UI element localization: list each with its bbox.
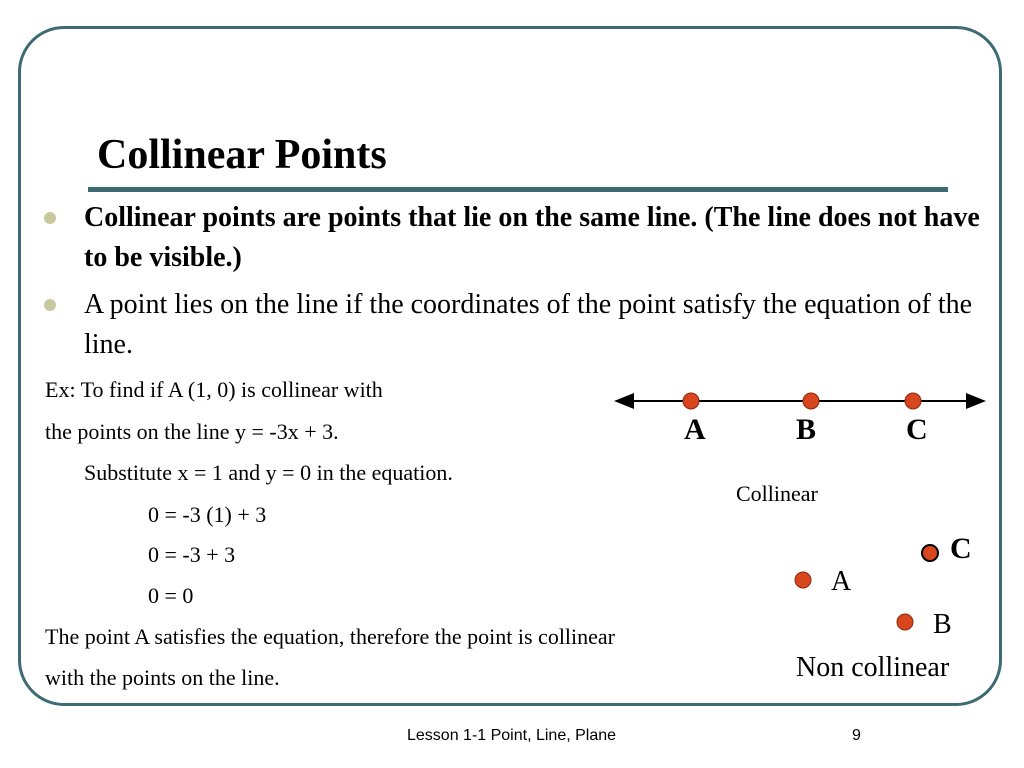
bullet-text: A point lies on the line if the coordinates of the point satisfy the equation of the line. [84, 289, 973, 360]
example-substitute: Substitute x = 1 and y = 0 in the equation. [84, 460, 453, 485]
collinear-caption: Collinear [736, 481, 818, 506]
slide-title: Collinear Points [97, 132, 387, 178]
noncollinear-label-b: B [933, 609, 952, 640]
title-underline [88, 187, 948, 192]
example-intro: Ex: To find if A (1, 0) is collinear with [45, 377, 383, 402]
example-line-equation: the points on the line y = -3x + 3. [45, 419, 339, 444]
example-step-3: 0 = 0 [148, 583, 194, 608]
bullet-text: Collinear points are points that lie on the same line. (The line does not have to be visible.) [84, 202, 980, 273]
example-conclusion-cont: with the points on the line. [45, 665, 280, 690]
footer-page-number: 9 [852, 727, 861, 744]
noncollinear-label-c: C [950, 532, 972, 565]
collinear-label-b: B [796, 413, 817, 446]
footer-lesson: Lesson 1-1 Point, Line, Plane [407, 727, 617, 744]
bullet-dot-icon [44, 212, 56, 224]
collinear-label-a: A [684, 413, 706, 446]
noncollinear-label-a: A [831, 566, 852, 597]
collinear-label-c: C [906, 413, 928, 446]
example-step-1: 0 = -3 (1) + 3 [148, 502, 267, 527]
noncollinear-caption: Non collinear [796, 652, 950, 683]
example-step-2: 0 = -3 + 3 [148, 542, 236, 567]
example-conclusion: The point A satisfies the equation, therefore the point is collinear [45, 624, 616, 649]
bullet-item-equation [84, 285, 984, 365]
bullet-dot-icon [44, 299, 56, 311]
bullet-item-definition [84, 198, 984, 278]
